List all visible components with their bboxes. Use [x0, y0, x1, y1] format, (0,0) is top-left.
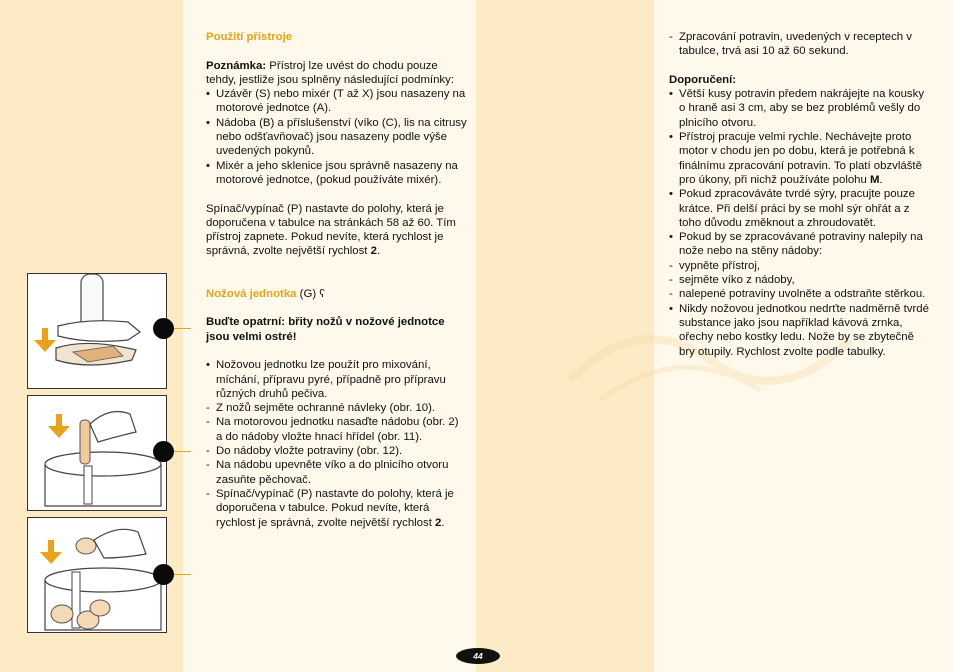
- tip-item: • Pokud by se zpracovávané potraviny nalepily na nože nebo na stěny nádoby:: [669, 231, 923, 258]
- step-item: - Spínač/vypínač (P) nastavte do polohy, která je doporučena v tabulce. Pokud nevíte, která rychlost je správná, zvolte největší rychlost 2.: [206, 487, 454, 529]
- marker-leader-line: [174, 451, 191, 452]
- step-item: - Na nádobu upevněte víko a do plnicího otvoru zasuňte pěchovač.: [206, 459, 449, 486]
- step-item: - Z nožů sejměte ochranné návleky (obr. 10).: [206, 402, 436, 415]
- tip-item: • Přístroj pracuje velmi rychle. Nechávejte proto motor v chodu jen po dobu, která je potřebná k finálnímu zpracování potravin. To platí obzvláště pro úkony, při nichž používáte polohu M.: [669, 131, 922, 186]
- sub-step-item: - vypněte přístroj,: [669, 259, 761, 272]
- figure-drive-shaft: [27, 395, 167, 511]
- figure-marker: [153, 318, 174, 339]
- warning-text: Buďte opatrní: břity nožů v nožové jednotce jsou velmi ostré!: [206, 316, 445, 343]
- tips-label: Doporučení:: [669, 73, 737, 86]
- tip-item: • Pokud zpracováváte tvrdé sýry, pracujte pouze krátce. Při delší práci by se mohl sýr ohřát a z toho důvodu změknout a zhroudovatět.: [669, 188, 915, 229]
- intro-item: - Zpracování potravin, uvedených v receptech v tabulce, trvá asi 10 až 60 sekund.: [669, 31, 913, 58]
- note-label: Poznámka:: [206, 59, 267, 72]
- page-number: 44: [456, 648, 500, 664]
- marker-leader-line: [174, 574, 191, 575]
- step-item: - Do nádoby vložte potraviny (obr. 12).: [206, 445, 403, 458]
- figure-marker: [153, 441, 174, 462]
- knife-heading: Nožová jednotka (G) ʕ: [206, 287, 325, 300]
- switch-paragraph: Spínač/vypínač (P) nastavte do polohy, která je doporučena v tabulce na stránkách 58 až 60. Tím přístroj zapnete. Pokud nevíte, která rychlost je správná, zvolte největší rychlost 2.: [206, 202, 456, 258]
- use-item: • Nožovou jednotku lze použít pro mixování, míchání, přípravu pyré, případně pro přípravu různých druhů pečiva.: [206, 359, 446, 400]
- note-paragraph: Poznámka: Přístroj lze uvést do chodu pouze tehdy, jestliže jsou splněny následující podmínky:: [206, 59, 454, 86]
- sub-step-item: - nalepené potraviny uvolněte a odstraňte stěrkou.: [669, 288, 926, 301]
- condition-item: • Nádoba (B) a příslušenství (víko (C), lis na citrusy nebo odšťavňovač) jsou nasazeny podle výše uvedených pokynů.: [206, 116, 467, 158]
- section-title: Použití přístroje: [206, 31, 293, 43]
- condition-item: • Uzávěr (S) nebo mixér (T až X) jsou nasazeny na motorové jednotce (A).: [206, 88, 466, 115]
- right-column: [669, 30, 931, 359]
- sub-step-item: - sejměte víko z nádoby,: [669, 274, 795, 287]
- tip-item: • Nikdy nožovou jednotkou nedrťte nadměrně tvrdé substance jako jsou například kávová zrnka, ořechy nebo kostky ledu. Nože by se zbytečně bry otupily. Rychlost zvolte podle tabulky.: [669, 302, 929, 358]
- condition-item: • Mixér a jeho sklenice jsou správně nasazeny na motorové jednotce, (pokud používáte mixér).: [206, 159, 458, 186]
- figure-knife-unit: [27, 273, 167, 389]
- figure-add-food: [27, 517, 167, 633]
- marker-leader-line: [174, 328, 191, 329]
- left-column: [206, 30, 468, 530]
- step-item: - Na motorovou jednotku nasaďte nádobu (obr. 2) a do nádoby vložte hnací hřídel (obr. 11).: [206, 416, 459, 443]
- knife-symbol-icon: ʕ: [319, 287, 325, 300]
- tip-item: • Větší kusy potravin předem nakrájejte na kousky o hraně asi 3 cm, aby se bez problémů vešly do plnicího otvoru.: [669, 88, 925, 129]
- figure-marker: [153, 564, 174, 585]
